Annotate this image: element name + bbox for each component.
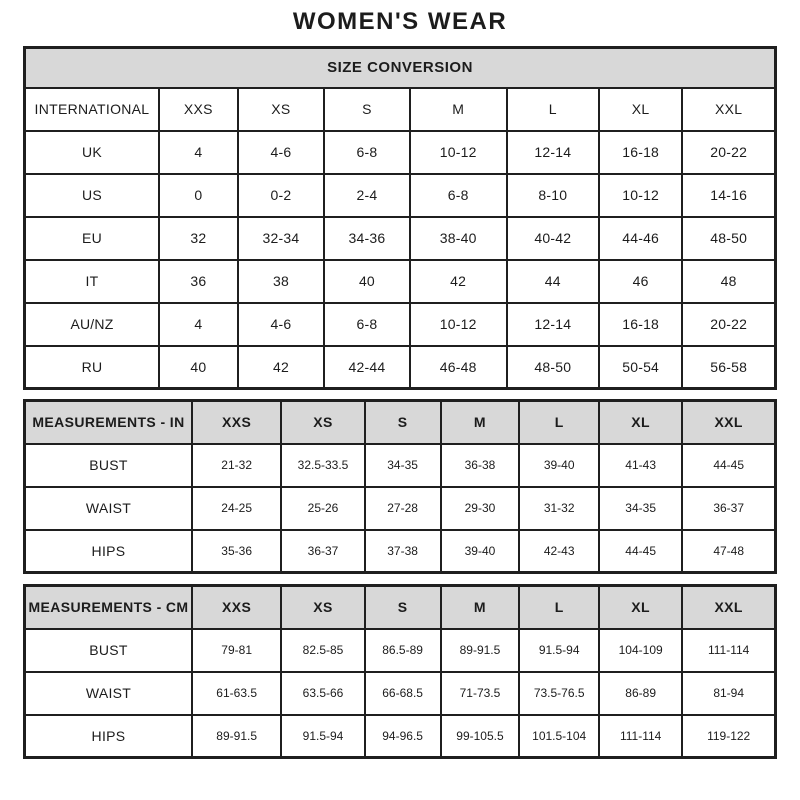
size-value-cell: 39-40 bbox=[441, 530, 520, 573]
size-value-cell: 36-38 bbox=[441, 444, 520, 487]
table-row bbox=[25, 530, 776, 573]
size-value-cell: 42 bbox=[238, 346, 324, 389]
size-value-cell: 16-18 bbox=[599, 131, 682, 174]
size-value-cell: 44-45 bbox=[682, 444, 775, 487]
size-value-cell: 82.5-85 bbox=[281, 629, 364, 672]
size-value-cell: 36-37 bbox=[682, 487, 775, 530]
size-value-cell: 0 bbox=[159, 174, 238, 217]
row-label: HIPS bbox=[25, 715, 192, 758]
size-value-cell: 42-44 bbox=[324, 346, 410, 389]
row-label: EU bbox=[25, 217, 159, 260]
row-label: BUST bbox=[25, 444, 192, 487]
column-header: L bbox=[507, 88, 599, 131]
size-value-cell: 71-73.5 bbox=[441, 672, 520, 715]
size-value-cell: 6-8 bbox=[410, 174, 507, 217]
column-header: XXS bbox=[159, 88, 238, 131]
size-conversion-section-header: SIZE CONVERSION bbox=[25, 48, 776, 88]
size-value-cell: 44-46 bbox=[599, 217, 682, 260]
size-value-cell: 24-25 bbox=[192, 487, 281, 530]
column-header: XXL bbox=[682, 88, 775, 131]
size-value-cell: 48 bbox=[682, 260, 775, 303]
size-value-cell: 12-14 bbox=[507, 131, 599, 174]
row-label: HIPS bbox=[25, 530, 192, 573]
size-conversion-table bbox=[23, 46, 777, 390]
size-value-cell: 29-30 bbox=[441, 487, 520, 530]
column-header: XXS bbox=[192, 401, 281, 444]
size-value-cell: 36 bbox=[159, 260, 238, 303]
size-value-cell: 27-28 bbox=[365, 487, 441, 530]
size-value-cell: 61-63.5 bbox=[192, 672, 281, 715]
row-label: WAIST bbox=[25, 672, 192, 715]
size-value-cell: 32.5-33.5 bbox=[281, 444, 364, 487]
table-row bbox=[25, 487, 776, 530]
size-value-cell: 10-12 bbox=[599, 174, 682, 217]
column-header: XS bbox=[281, 586, 364, 629]
table-row bbox=[25, 174, 776, 217]
size-value-cell: 46-48 bbox=[410, 346, 507, 389]
table-row bbox=[25, 131, 776, 174]
size-value-cell: 4 bbox=[159, 303, 238, 346]
size-value-cell: 89-91.5 bbox=[192, 715, 281, 758]
column-header: S bbox=[324, 88, 410, 131]
size-value-cell: 86.5-89 bbox=[365, 629, 441, 672]
column-header: L bbox=[519, 401, 599, 444]
size-value-cell: 48-50 bbox=[682, 217, 775, 260]
size-value-cell: 10-12 bbox=[410, 303, 507, 346]
size-value-cell: 40 bbox=[159, 346, 238, 389]
column-header: XL bbox=[599, 88, 682, 131]
measurements-in-table bbox=[23, 399, 777, 574]
size-value-cell: 31-32 bbox=[519, 487, 599, 530]
size-value-cell: 104-109 bbox=[599, 629, 682, 672]
column-header: M bbox=[441, 401, 520, 444]
size-value-cell: 39-40 bbox=[519, 444, 599, 487]
row-label: UK bbox=[25, 131, 159, 174]
size-value-cell: 56-58 bbox=[682, 346, 775, 389]
size-value-cell: 47-48 bbox=[682, 530, 775, 573]
table-row bbox=[25, 444, 776, 487]
table-row bbox=[25, 346, 776, 389]
size-value-cell: 37-38 bbox=[365, 530, 441, 573]
size-value-cell: 0-2 bbox=[238, 174, 324, 217]
column-header: M bbox=[410, 88, 507, 131]
size-value-cell: 40 bbox=[324, 260, 410, 303]
size-value-cell: 73.5-76.5 bbox=[519, 672, 599, 715]
size-value-cell: 111-114 bbox=[682, 629, 775, 672]
table-row bbox=[25, 217, 776, 260]
column-header: XXL bbox=[682, 401, 775, 444]
table-row bbox=[25, 303, 776, 346]
column-header: XS bbox=[238, 88, 324, 131]
column-header: L bbox=[519, 586, 599, 629]
row-label: WAIST bbox=[25, 487, 192, 530]
size-value-cell: 12-14 bbox=[507, 303, 599, 346]
size-value-cell: 10-12 bbox=[410, 131, 507, 174]
size-value-cell: 119-122 bbox=[682, 715, 775, 758]
column-header: S bbox=[365, 586, 441, 629]
measurements-in-section-header: MEASUREMENTS - IN bbox=[25, 401, 192, 444]
table-row bbox=[25, 715, 776, 758]
page-title: WOMEN'S WEAR bbox=[292, 8, 508, 35]
row-label: IT bbox=[25, 260, 159, 303]
row-label: AU/NZ bbox=[25, 303, 159, 346]
size-value-cell: 4-6 bbox=[238, 131, 324, 174]
column-header: XL bbox=[599, 586, 682, 629]
size-value-cell: 91.5-94 bbox=[519, 629, 599, 672]
table-row bbox=[25, 48, 776, 88]
size-value-cell: 41-43 bbox=[599, 444, 682, 487]
table-row bbox=[25, 260, 776, 303]
row-label: BUST bbox=[25, 629, 192, 672]
size-value-cell: 40-42 bbox=[507, 217, 599, 260]
size-value-cell: 89-91.5 bbox=[441, 629, 520, 672]
row-label: RU bbox=[25, 346, 159, 389]
row-label: US bbox=[25, 174, 159, 217]
size-value-cell: 42-43 bbox=[519, 530, 599, 573]
size-value-cell: 44 bbox=[507, 260, 599, 303]
size-value-cell: 94-96.5 bbox=[365, 715, 441, 758]
size-value-cell: 25-26 bbox=[281, 487, 364, 530]
size-value-cell: 6-8 bbox=[324, 131, 410, 174]
table-row bbox=[25, 672, 776, 715]
size-value-cell: 50-54 bbox=[599, 346, 682, 389]
size-value-cell: 36-37 bbox=[281, 530, 364, 573]
table-row bbox=[25, 401, 776, 444]
size-value-cell: 38-40 bbox=[410, 217, 507, 260]
size-value-cell: 91.5-94 bbox=[281, 715, 364, 758]
size-value-cell: 4 bbox=[159, 131, 238, 174]
size-value-cell: 86-89 bbox=[599, 672, 682, 715]
table-row bbox=[25, 88, 776, 131]
column-header: M bbox=[441, 586, 520, 629]
size-value-cell: 35-36 bbox=[192, 530, 281, 573]
size-value-cell: 46 bbox=[599, 260, 682, 303]
size-value-cell: 14-16 bbox=[682, 174, 775, 217]
size-value-cell: 34-36 bbox=[324, 217, 410, 260]
size-value-cell: 42 bbox=[410, 260, 507, 303]
column-header: XS bbox=[281, 401, 364, 444]
size-value-cell: 79-81 bbox=[192, 629, 281, 672]
table-row bbox=[25, 586, 776, 629]
column-header: XL bbox=[599, 401, 682, 444]
size-value-cell: 32-34 bbox=[238, 217, 324, 260]
measurements-cm-table bbox=[23, 584, 777, 759]
size-value-cell: 34-35 bbox=[365, 444, 441, 487]
size-value-cell: 63.5-66 bbox=[281, 672, 364, 715]
column-header: XXS bbox=[192, 586, 281, 629]
size-value-cell: 99-105.5 bbox=[441, 715, 520, 758]
size-value-cell: 34-35 bbox=[599, 487, 682, 530]
size-value-cell: 21-32 bbox=[192, 444, 281, 487]
size-value-cell: 6-8 bbox=[324, 303, 410, 346]
size-value-cell: 2-4 bbox=[324, 174, 410, 217]
size-value-cell: 66-68.5 bbox=[365, 672, 441, 715]
size-value-cell: 16-18 bbox=[599, 303, 682, 346]
column-header: S bbox=[365, 401, 441, 444]
column-header: XXL bbox=[682, 586, 775, 629]
size-value-cell: 101.5-104 bbox=[519, 715, 599, 758]
size-value-cell: 44-45 bbox=[599, 530, 682, 573]
size-value-cell: 48-50 bbox=[507, 346, 599, 389]
size-value-cell: 4-6 bbox=[238, 303, 324, 346]
table-row bbox=[25, 629, 776, 672]
size-value-cell: 20-22 bbox=[682, 131, 775, 174]
size-value-cell: 81-94 bbox=[682, 672, 775, 715]
measurements-cm-section-header: MEASUREMENTS - CM bbox=[25, 586, 192, 629]
size-value-cell: 32 bbox=[159, 217, 238, 260]
size-value-cell: 111-114 bbox=[599, 715, 682, 758]
column-header: INTERNATIONAL bbox=[25, 88, 159, 131]
size-value-cell: 38 bbox=[238, 260, 324, 303]
size-value-cell: 8-10 bbox=[507, 174, 599, 217]
size-value-cell: 20-22 bbox=[682, 303, 775, 346]
